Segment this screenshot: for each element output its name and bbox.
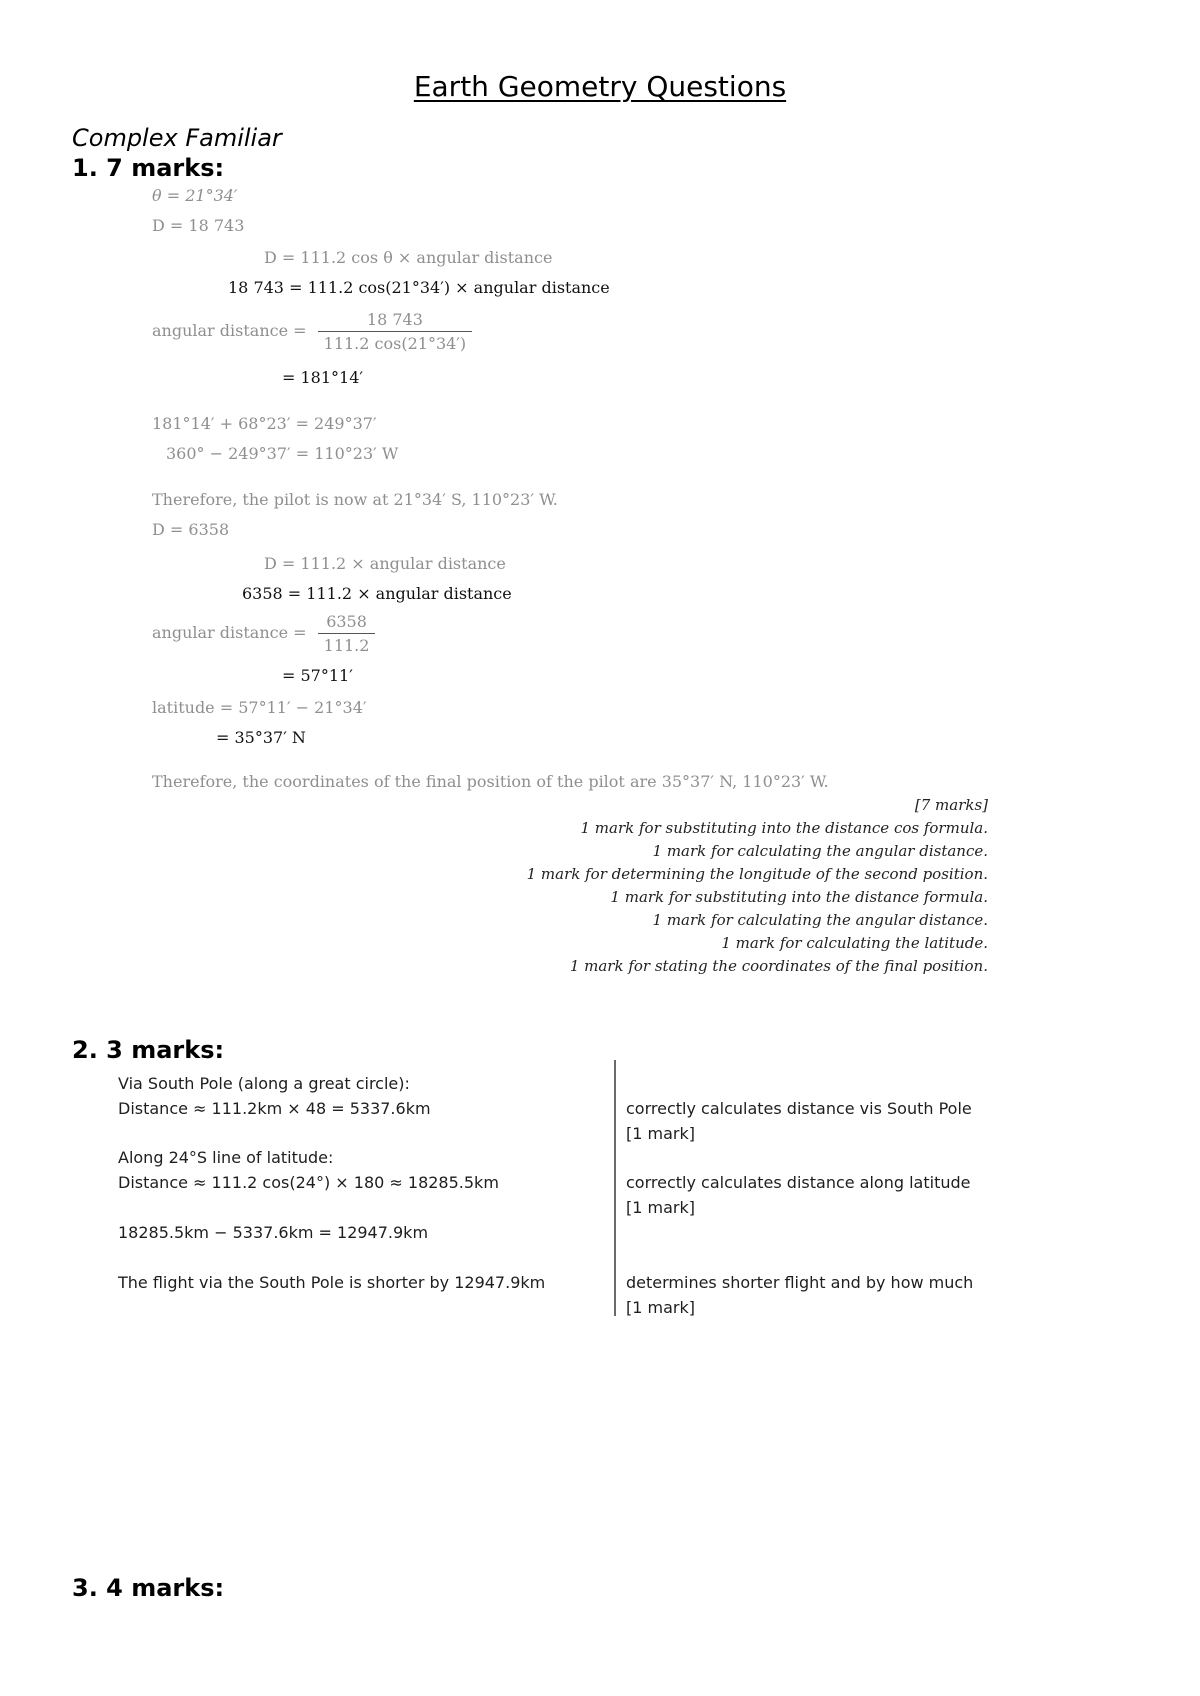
q1-longitude-sum: 181°14′ + 68°23′ = 249°37′	[152, 414, 377, 433]
q1-d-line: D = 18 743	[152, 216, 245, 235]
q2-criterion-2: correctly calculates distance along latitude	[626, 1173, 971, 1192]
q2-criterion-2-mark: [1 mark]	[626, 1198, 695, 1217]
q2-criterion-1: correctly calculates distance vis South Pole	[626, 1099, 972, 1118]
q2-criterion-3-mark: [1 mark]	[626, 1298, 695, 1317]
section-heading: Complex Familiar	[72, 124, 282, 152]
q1-theta-line: θ = 21°34′	[152, 186, 238, 205]
q2-latitude-label: Along 24°S line of latitude:	[118, 1148, 334, 1167]
q1-longitude-result: 360° − 249°37′ = 110°23′ W	[166, 444, 399, 463]
question-1-heading: 1. 7 marks:	[72, 154, 225, 182]
q1-fraction	[318, 310, 473, 353]
page-title-text: Earth Geometry Questions	[413, 70, 787, 103]
q1-mark-criterion-2: 1 mark for calculating the angular distance.	[652, 842, 988, 860]
q1-angular-label: angular distance =	[152, 321, 307, 340]
q1-position-statement: Therefore, the pilot is now at 21°34′ S, 110°23′ W.	[152, 490, 558, 509]
q1-angular-result-2: = 57°11′	[282, 666, 353, 685]
q1-fraction-2-numerator: 6358	[318, 612, 376, 634]
q1-fraction-denominator: 111.2 cos(21°34′)	[323, 334, 467, 353]
q1-latitude-result: = 35°37′ N	[216, 728, 306, 747]
q2-via-pole-distance: Distance ≈ 111.2km × 48 = 5337.6km	[118, 1099, 431, 1118]
q1-final-statement: Therefore, the coordinates of the final position of the pilot are 35°37′ N, 110°23′ W.	[152, 772, 829, 791]
q2-latitude-distance: Distance ≈ 111.2 cos(24°) × 180 ≈ 18285.5km	[118, 1173, 499, 1192]
q1-mark-criterion-7: 1 mark for stating the coordinates of the final position.	[569, 957, 988, 975]
question-2-heading: 2. 3 marks:	[72, 1036, 225, 1064]
q1-d2-line: D = 6358	[152, 520, 230, 539]
q1-mark-criterion-3: 1 mark for determining the longitude of the second position.	[526, 865, 988, 883]
q2-via-pole-label: Via South Pole (along a great circle):	[118, 1074, 410, 1093]
q1-latitude-line: latitude = 57°11′ − 21°34′	[152, 698, 367, 717]
q1-angular-fraction-2	[152, 612, 375, 655]
q1-angular-label-2: angular distance =	[152, 623, 307, 642]
q1-fraction-numerator: 18 743	[318, 310, 473, 332]
q1-formula-line: D = 111.2 cos θ × angular distance	[264, 248, 553, 267]
q2-conclusion: The flight via the South Pole is shorter by 12947.9km	[118, 1273, 546, 1292]
q1-fraction-2	[318, 612, 376, 655]
q2-criterion-1-mark: [1 mark]	[626, 1124, 695, 1143]
q1-fraction-2-denominator: 111.2	[323, 636, 370, 655]
question-3-heading: 3. 4 marks:	[72, 1574, 225, 1602]
q1-angular-result: = 181°14′	[282, 368, 364, 387]
q1-mark-criterion-6: 1 mark for calculating the latitude.	[721, 934, 988, 952]
q1-mark-criterion-5: 1 mark for calculating the angular distance.	[652, 911, 988, 929]
q1-formula2-line: D = 111.2 × angular distance	[264, 554, 506, 573]
page-title	[0, 70, 1200, 103]
q2-difference: 18285.5km − 5337.6km = 12947.9km	[118, 1223, 429, 1242]
q1-substitution2-line: 6358 = 111.2 × angular distance	[242, 584, 512, 603]
q1-mark-criterion-4: 1 mark for substituting into the distance formula.	[610, 888, 988, 906]
q2-column-divider	[614, 1060, 616, 1316]
q1-angular-fraction	[152, 310, 472, 353]
q1-marks-total: [7 marks]	[914, 796, 988, 814]
q2-criterion-3: determines shorter flight and by how much	[626, 1273, 974, 1292]
q1-mark-criterion-1: 1 mark for substituting into the distance cos formula.	[580, 819, 988, 837]
q1-substitution-line: 18 743 = 111.2 cos(21°34′) × angular distance	[228, 278, 610, 297]
